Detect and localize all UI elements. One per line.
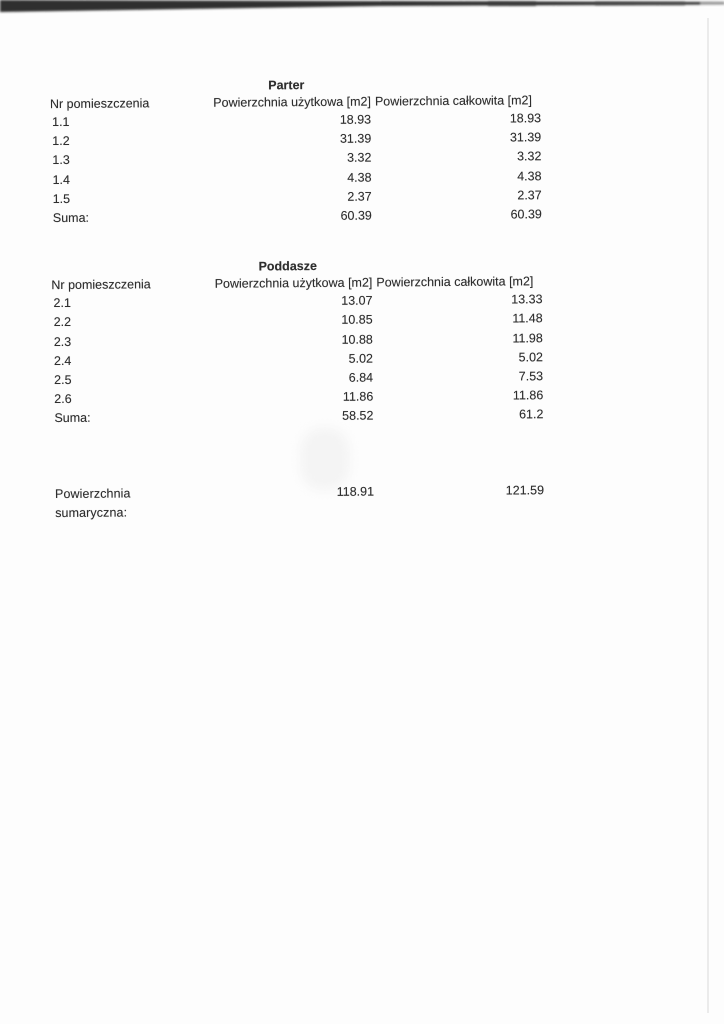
usable-area-value: 4.38 [347,170,372,185]
room-number: 2.5 [54,372,72,388]
table-title-text: Parter [268,78,305,93]
usable-area-value: 3.32 [346,150,372,166]
sum-label: Suma: [54,411,91,426]
total-area-value: 2.37 [517,188,542,203]
grand-total-row [3,479,724,523]
total-area-value: 5.02 [518,350,544,365]
total-area-value: 11.86 [512,388,544,403]
table-title-text: Poddasze [258,259,317,274]
column-header-total-area: Powierzchnia całkowita [m2] [376,274,534,290]
room-number: 2.4 [53,353,72,368]
grand-total-label: Powierzchnia sumaryczna: [54,486,131,520]
sum-total-area: 60.39 [510,207,542,222]
total-area-value: 7.53 [518,369,544,384]
usable-area-value: 10.85 [341,312,373,328]
usable-area-value: 10.88 [341,332,373,347]
sum-total-area: 61.2 [519,407,544,422]
room-number: 2.6 [54,392,72,407]
column-header-total-area: Powierzchnia całkowita [m2] [374,93,532,109]
column-header-room: Nr pomieszczenia [51,277,151,293]
room-number: 1.1 [52,114,70,130]
usable-area-value: 13.07 [341,293,373,309]
room-number: 2.1 [53,296,71,311]
column-header-room: Nr pomieszczenia [49,96,150,112]
table-parter [0,75,724,229]
table-poddasze [1,256,724,429]
sum-usable-area: 58.52 [342,408,374,424]
sum-label: Suma: [52,210,90,226]
room-number: 2.2 [53,315,72,330]
room-number: 1.2 [52,134,70,149]
usable-area-value: 11.86 [342,389,374,405]
column-header-usable-area: Powierzchnia użytkowa [m2] [213,94,371,110]
sum-usable-area: 60.39 [340,208,372,223]
room-number: 1.5 [52,191,71,206]
grand-total-total-area: 121.59 [505,482,545,498]
grand-total-usable-area: 118.91 [336,484,375,499]
total-area-value: 31.39 [509,130,542,145]
usable-area-value: 2.37 [347,189,372,204]
usable-area-value: 6.84 [348,370,374,385]
total-area-value: 11.48 [512,311,543,326]
usable-area-value: 31.39 [339,131,372,147]
table-row [55,479,724,523]
total-area-value: 11.98 [512,330,543,346]
room-number: 1.4 [52,172,70,187]
usable-area-value: 18.93 [339,112,372,127]
room-number: 2.3 [53,334,72,349]
total-area-value: 3.32 [516,149,542,164]
table-sum-row [54,404,724,428]
total-area-value: 13.33 [511,292,543,307]
room-number: 1.3 [52,153,70,168]
column-header-usable-area: Powierzchnia użytkowa [m2] [214,275,373,292]
total-area-value: 18.93 [509,111,542,126]
total-area-value: 4.38 [517,168,542,184]
table-sum-row [53,204,724,228]
usable-area-value: 5.02 [348,351,374,366]
